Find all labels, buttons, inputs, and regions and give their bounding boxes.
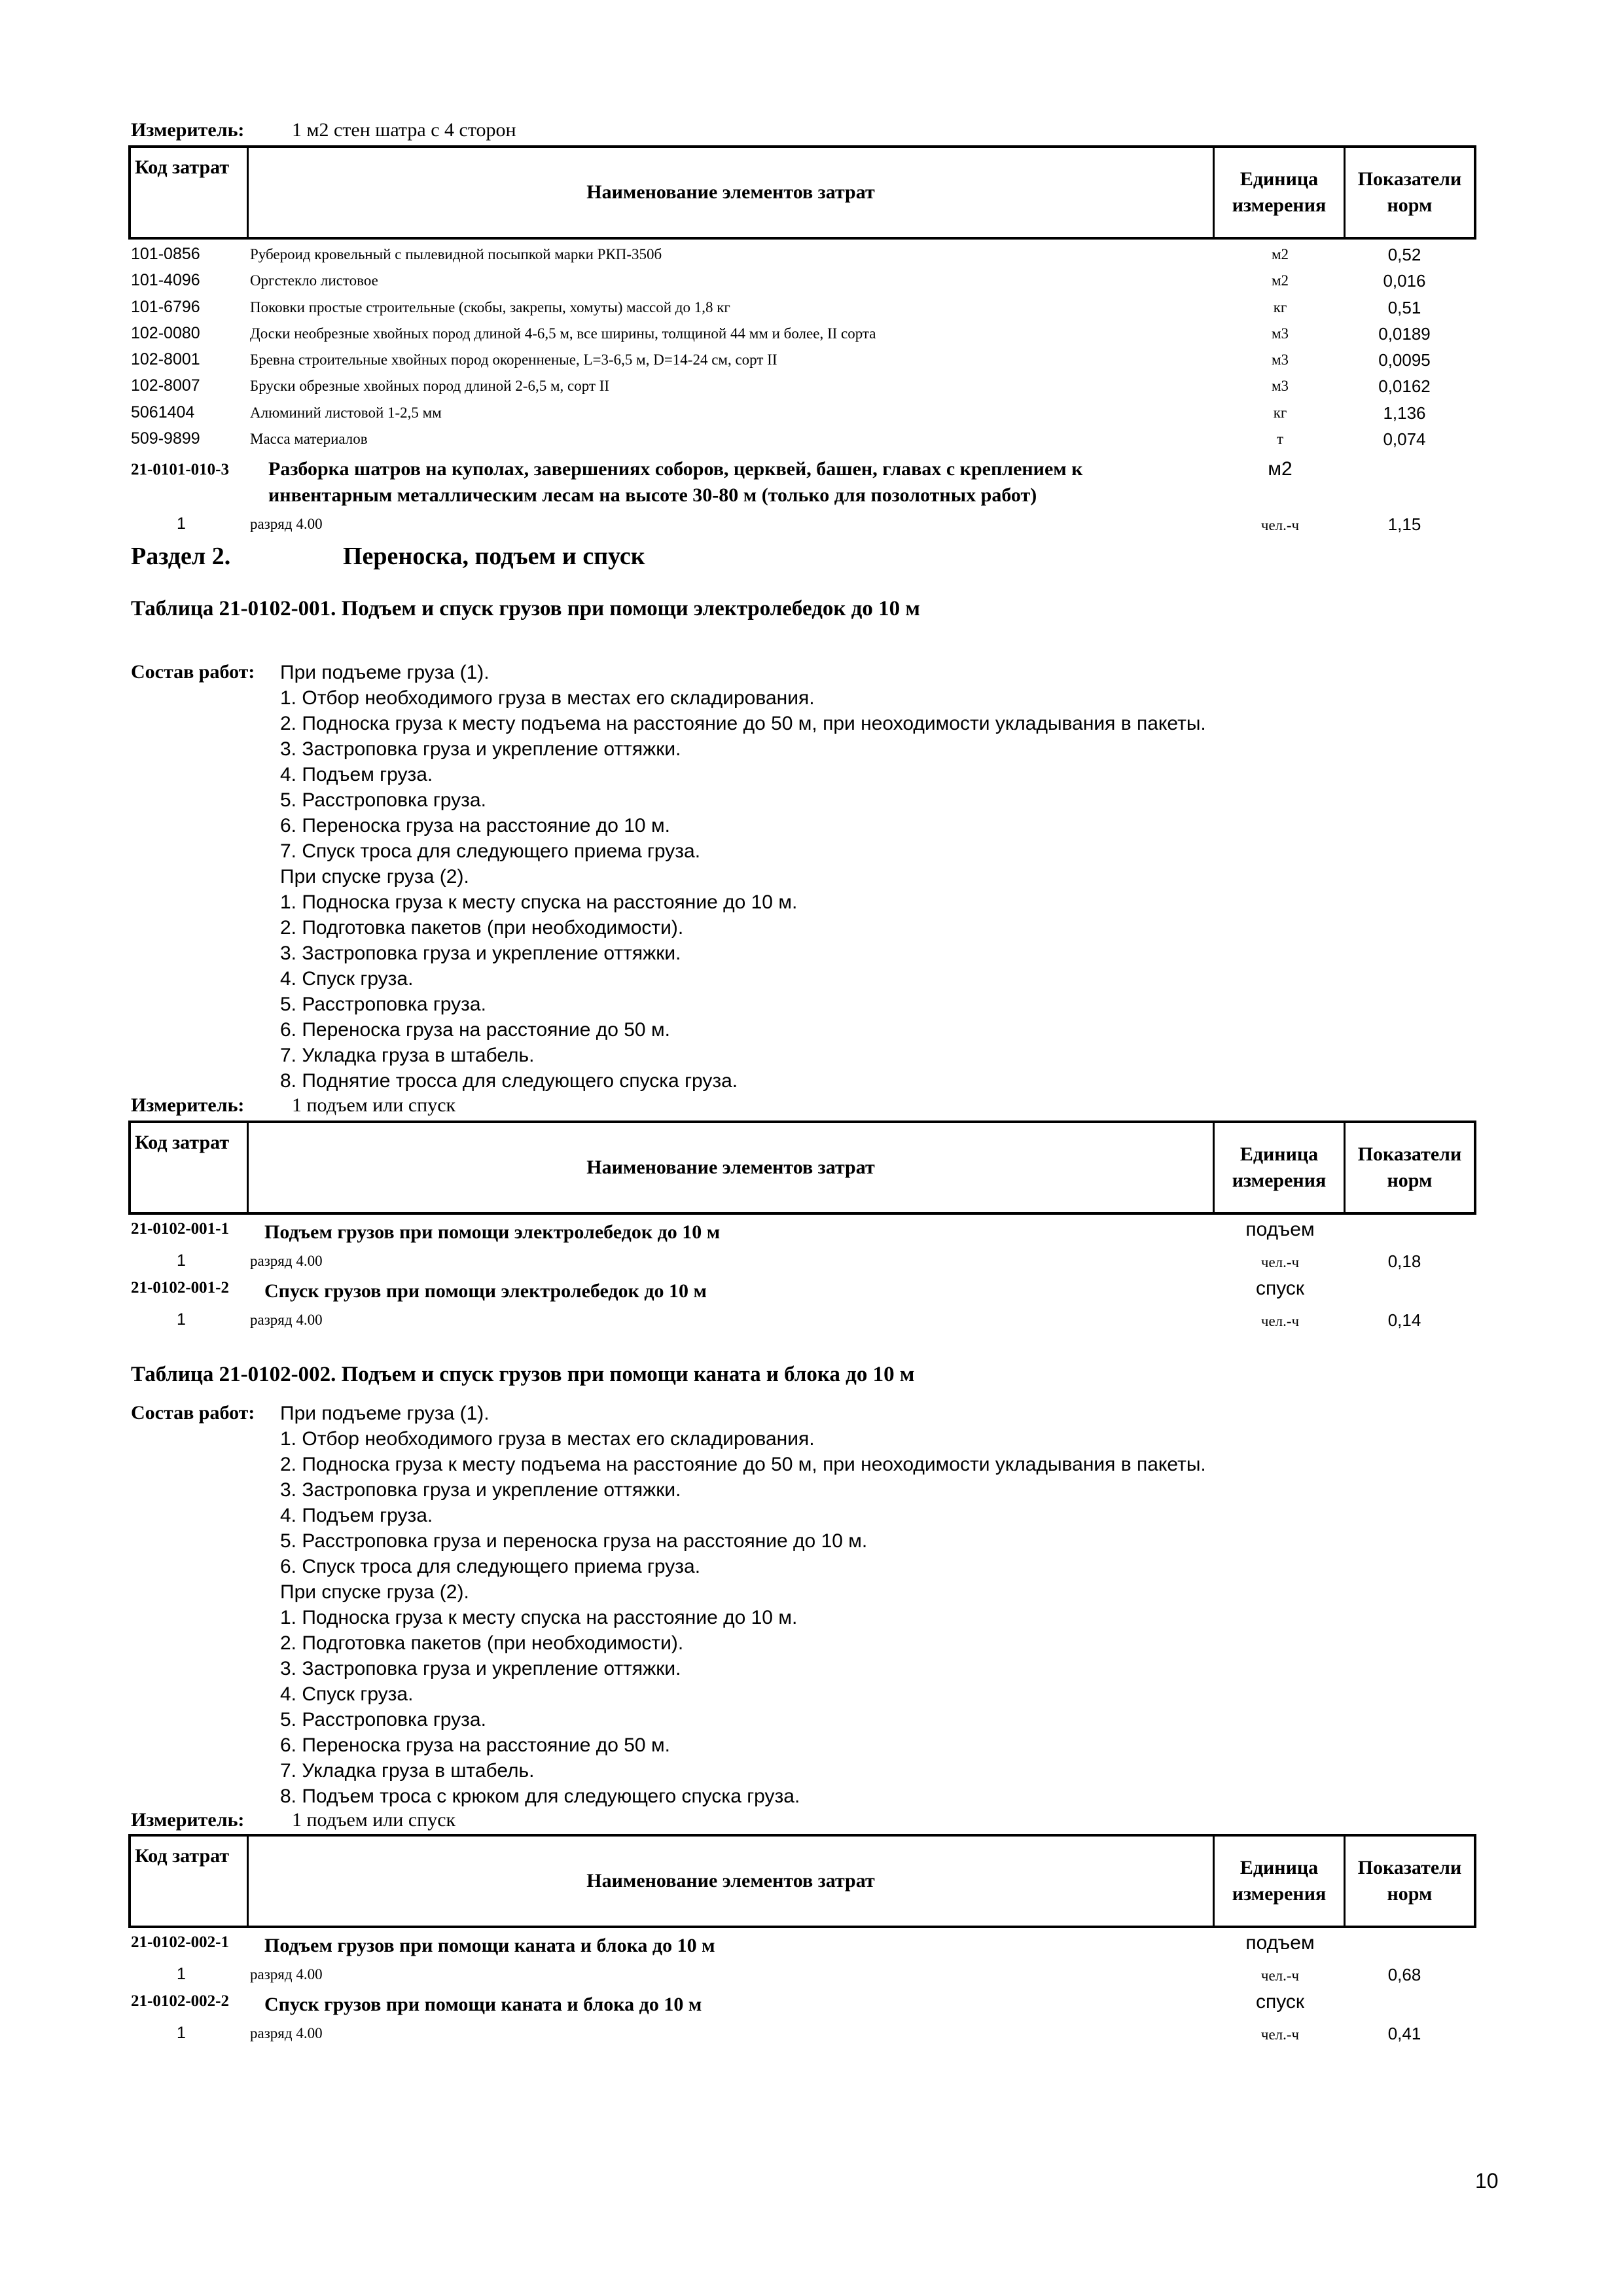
- work-step: 3. Застроповка груза и укрепление оттяжки.: [280, 1479, 681, 1501]
- section-title: Переноска, подъем и спуск: [343, 543, 645, 570]
- work-step: 4. Спуск груза.: [280, 968, 414, 990]
- item-name: Подъем грузов при помощи электролебедок до 10 м: [264, 1221, 721, 1243]
- work-step: 6. Спуск троса для следующего приема груза.: [280, 1556, 701, 1577]
- item-code: 21-0101-010-3: [131, 461, 229, 478]
- item-name: инвентарным металлическим лесам на высоте 30-80 м (только для позолотных работ): [268, 484, 1037, 506]
- sub-value: 0,14: [1387, 1310, 1421, 1330]
- sub-num: 1: [177, 1965, 186, 1983]
- header-unit-line1: Единица: [1240, 168, 1319, 190]
- sub-num: 1: [177, 1310, 186, 1329]
- material-unit: т: [1276, 431, 1284, 447]
- material-value: 0,074: [1383, 429, 1426, 449]
- measure-label: Измеритель:: [131, 119, 245, 141]
- sub-name: разряд 4.00: [250, 1966, 323, 1982]
- material-value: 0,0189: [1378, 324, 1431, 344]
- table1-measure-value: 1 подъем или спуск: [292, 1094, 456, 1116]
- work-step: 6. Переноска груза на расстояние до 50 м.: [280, 1734, 670, 1756]
- material-unit: м3: [1271, 378, 1289, 394]
- material-value: 0,0095: [1378, 350, 1431, 370]
- material-unit: кг: [1273, 404, 1287, 421]
- work-step: При подъеме груза (1).: [280, 1403, 490, 1424]
- item-name: Спуск грузов при помощи каната и блока до 10 м: [264, 1994, 702, 2015]
- item-code: 21-0102-001-2: [131, 1279, 229, 1297]
- header-unit: [1215, 148, 1346, 237]
- work-step: При спуске груза (2).: [280, 866, 469, 888]
- sub-unit: чел.-ч: [1260, 517, 1300, 533]
- material-unit: кг: [1273, 299, 1287, 315]
- header-unit-line1: Единица: [1240, 1143, 1319, 1165]
- table1-work-label: Состав работ:: [131, 661, 255, 683]
- item-unit: м2: [1268, 458, 1293, 480]
- work-step: 2. Подготовка пакетов (при необходимости).: [280, 917, 684, 939]
- item-unit: подъем: [1245, 1932, 1315, 1954]
- sub-num: 1: [177, 1251, 186, 1270]
- work-step: При спуске груза (2).: [280, 1581, 469, 1603]
- work-step: 8. Подъем троса с крюком для следующего спуска груза.: [280, 1785, 800, 1807]
- header-norm: [1346, 1837, 1474, 1926]
- sub-unit: чел.-ч: [1260, 1967, 1300, 1984]
- work-step: 7. Укладка груза в штабель.: [280, 1045, 535, 1066]
- table2-work-label: Состав работ:: [131, 1402, 255, 1424]
- work-step: 1. Подноска груза к месту спуска на расстояние до 10 м.: [280, 891, 798, 913]
- item-code: 21-0102-001-1: [131, 1220, 229, 1238]
- sub-name: разряд 4.00: [250, 2025, 323, 2041]
- section-label: Раздел 2.: [131, 543, 231, 570]
- item-name: Подъем грузов при помощи каната и блока до 10 м: [264, 1935, 715, 1956]
- header-unit: [1215, 1123, 1346, 1212]
- header-unit-line2: измерения: [1232, 1170, 1327, 1191]
- material-code: 102-8001: [131, 350, 200, 368]
- work-step: 7. Спуск троса для следующего приема груза.: [280, 840, 701, 862]
- header-name: Наименование элементов затрат: [249, 1123, 1215, 1212]
- item-code: 21-0102-002-1: [131, 1933, 229, 1951]
- material-code: 102-0080: [131, 324, 200, 342]
- table2-measure-label: Измеритель:: [131, 1809, 245, 1831]
- item-name: Разборка шатров на куполах, завершениях соборов, церквей, башен, главах с креплением к: [268, 458, 1083, 480]
- table1-title: Таблица 21-0102-001. Подъем и спуск грузов при помощи электролебедок до 10 м: [131, 597, 920, 620]
- sub-value: 1,15: [1387, 514, 1421, 534]
- work-step: 5. Расстроповка груза.: [280, 994, 486, 1015]
- material-name: Рубероид кровельный с пылевидной посыпкой марки РКП-350б: [250, 246, 662, 262]
- sub-value: 0,41: [1387, 2024, 1421, 2043]
- header-norm: [1346, 148, 1474, 237]
- material-unit: м2: [1271, 246, 1289, 262]
- material-name: Масса материалов: [250, 431, 368, 447]
- item-code: 21-0102-002-2: [131, 1992, 229, 2010]
- material-value: 0,52: [1387, 245, 1421, 264]
- work-step: 4. Подъем груза.: [280, 764, 433, 785]
- work-step: 8. Поднятие тросса для следующего спуска груза.: [280, 1070, 738, 1092]
- material-name: Оргстекло листовое: [250, 272, 378, 289]
- header-name: Наименование элементов затрат: [249, 148, 1215, 237]
- table2-work-list: [280, 1401, 1206, 1809]
- item-unit: спуск: [1255, 1278, 1305, 1299]
- work-step: 3. Застроповка груза и укрепление оттяжки.: [280, 942, 681, 964]
- sub-unit: чел.-ч: [1260, 1254, 1300, 1270]
- work-step: 4. Подъем груза.: [280, 1505, 433, 1526]
- work-step: 5. Расстроповка груза и переноска груза на расстояние до 10 м.: [280, 1530, 868, 1552]
- material-name: Поковки простые строительные (скобы, закрепы, хомуты) массой до 1,8 кг: [250, 299, 730, 315]
- header-unit: [1215, 1837, 1346, 1926]
- material-code: 102-8007: [131, 376, 200, 395]
- material-code: 509-9899: [131, 429, 200, 448]
- header-norm-line1: Показатели: [1357, 168, 1462, 190]
- header-norm: [1346, 1123, 1474, 1212]
- header-code: Код затрат: [131, 1123, 249, 1212]
- item-name: Спуск грузов при помощи электролебедок до 10 м: [264, 1280, 707, 1302]
- material-value: 0,51: [1387, 298, 1421, 317]
- work-step: 5. Расстроповка груза.: [280, 789, 486, 811]
- sub-name: разряд 4.00: [250, 1253, 323, 1269]
- material-code: 5061404: [131, 403, 195, 422]
- header-name: Наименование элементов затрат: [249, 1837, 1215, 1926]
- work-step: 1. Отбор необходимого груза в местах его складирования.: [280, 1428, 815, 1450]
- material-unit: м3: [1271, 351, 1289, 368]
- table2-title: Таблица 21-0102-002. Подъем и спуск грузов при помощи каната и блока до 10 м: [131, 1363, 915, 1386]
- table2-measure-value: 1 подъем или спуск: [292, 1809, 456, 1831]
- material-unit: м2: [1271, 272, 1289, 289]
- header-code: Код затрат: [131, 1837, 249, 1926]
- sub-name: разряд 4.00: [250, 1312, 323, 1328]
- header-norm-line2: норм: [1387, 1883, 1433, 1905]
- header-norm-line2: норм: [1387, 1170, 1433, 1191]
- header-norm-line1: Показатели: [1357, 1857, 1462, 1878]
- material-name: Бревна строительные хвойных пород окоренненые, L=3-6,5 м, D=14-24 см, сорт II: [250, 351, 777, 368]
- sub-name: разряд 4.00: [250, 516, 323, 532]
- cost-table-header: [128, 145, 1476, 240]
- material-name: Доски необрезные хвойных пород длиной 4-6,5 м, все ширины, толщиной 44 мм и более, II сорта: [250, 325, 876, 342]
- material-unit: м3: [1271, 325, 1289, 342]
- header-norm-line1: Показатели: [1357, 1143, 1462, 1165]
- material-value: 0,0162: [1378, 376, 1431, 396]
- header-code: Код затрат: [131, 148, 249, 237]
- material-value: 1,136: [1383, 403, 1426, 423]
- table2-header: [128, 1834, 1476, 1928]
- material-code: 101-4096: [131, 271, 200, 289]
- work-step: При подъеме груза (1).: [280, 662, 490, 683]
- work-step: 3. Застроповка груза и укрепление оттяжки.: [280, 1658, 681, 1679]
- material-name: Бруски обрезные хвойных пород длиной 2-6,5 м, сорт II: [250, 378, 610, 394]
- sub-num: 1: [177, 2024, 186, 2042]
- work-step: 5. Расстроповка груза.: [280, 1709, 486, 1731]
- material-value: 0,016: [1383, 271, 1426, 291]
- work-step: 3. Застроповка груза и укрепление оттяжки.: [280, 738, 681, 760]
- work-step: 2. Подготовка пакетов (при необходимости).: [280, 1632, 684, 1654]
- sub-num: 1: [177, 514, 186, 533]
- header-unit-line1: Единица: [1240, 1857, 1319, 1878]
- work-step: 1. Подноска груза к месту спуска на расстояние до 10 м.: [280, 1607, 798, 1628]
- item-unit: подъем: [1245, 1219, 1315, 1240]
- sub-unit: чел.-ч: [1260, 1313, 1300, 1329]
- material-name: Алюминий листовой 1-2,5 мм: [250, 404, 442, 421]
- material-code: 101-0856: [131, 245, 200, 263]
- measure-value: 1 м2 стен шатра с 4 сторон: [292, 119, 516, 141]
- table1-header: [128, 1121, 1476, 1215]
- sub-value: 0,68: [1387, 1965, 1421, 1984]
- work-step: 1. Отбор необходимого груза в местах его складирования.: [280, 687, 815, 709]
- material-code: 101-6796: [131, 298, 200, 316]
- item-unit: спуск: [1255, 1991, 1305, 2013]
- sub-unit: чел.-ч: [1260, 2026, 1300, 2043]
- work-step: 2. Подноска груза к месту подъема на расстояние до 50 м, при неоходимости укладывания в пакеты.: [280, 713, 1206, 734]
- table1-measure-label: Измеритель:: [131, 1094, 245, 1116]
- work-step: 7. Укладка груза в штабель.: [280, 1760, 535, 1782]
- work-step: 6. Переноска груза на расстояние до 50 м.: [280, 1019, 670, 1041]
- work-step: 4. Спуск груза.: [280, 1683, 414, 1705]
- sub-value: 0,18: [1387, 1251, 1421, 1271]
- header-norm-line2: норм: [1387, 194, 1433, 216]
- work-step: 6. Переноска груза на расстояние до 10 м.: [280, 815, 670, 836]
- page-number: 10: [1475, 2169, 1499, 2193]
- table1-work-list: [280, 660, 1206, 1094]
- header-unit-line2: измерения: [1232, 1883, 1327, 1905]
- header-unit-line2: измерения: [1232, 194, 1327, 216]
- work-step: 2. Подноска груза к месту подъема на расстояние до 50 м, при неоходимости укладывания в пакеты.: [280, 1454, 1206, 1475]
